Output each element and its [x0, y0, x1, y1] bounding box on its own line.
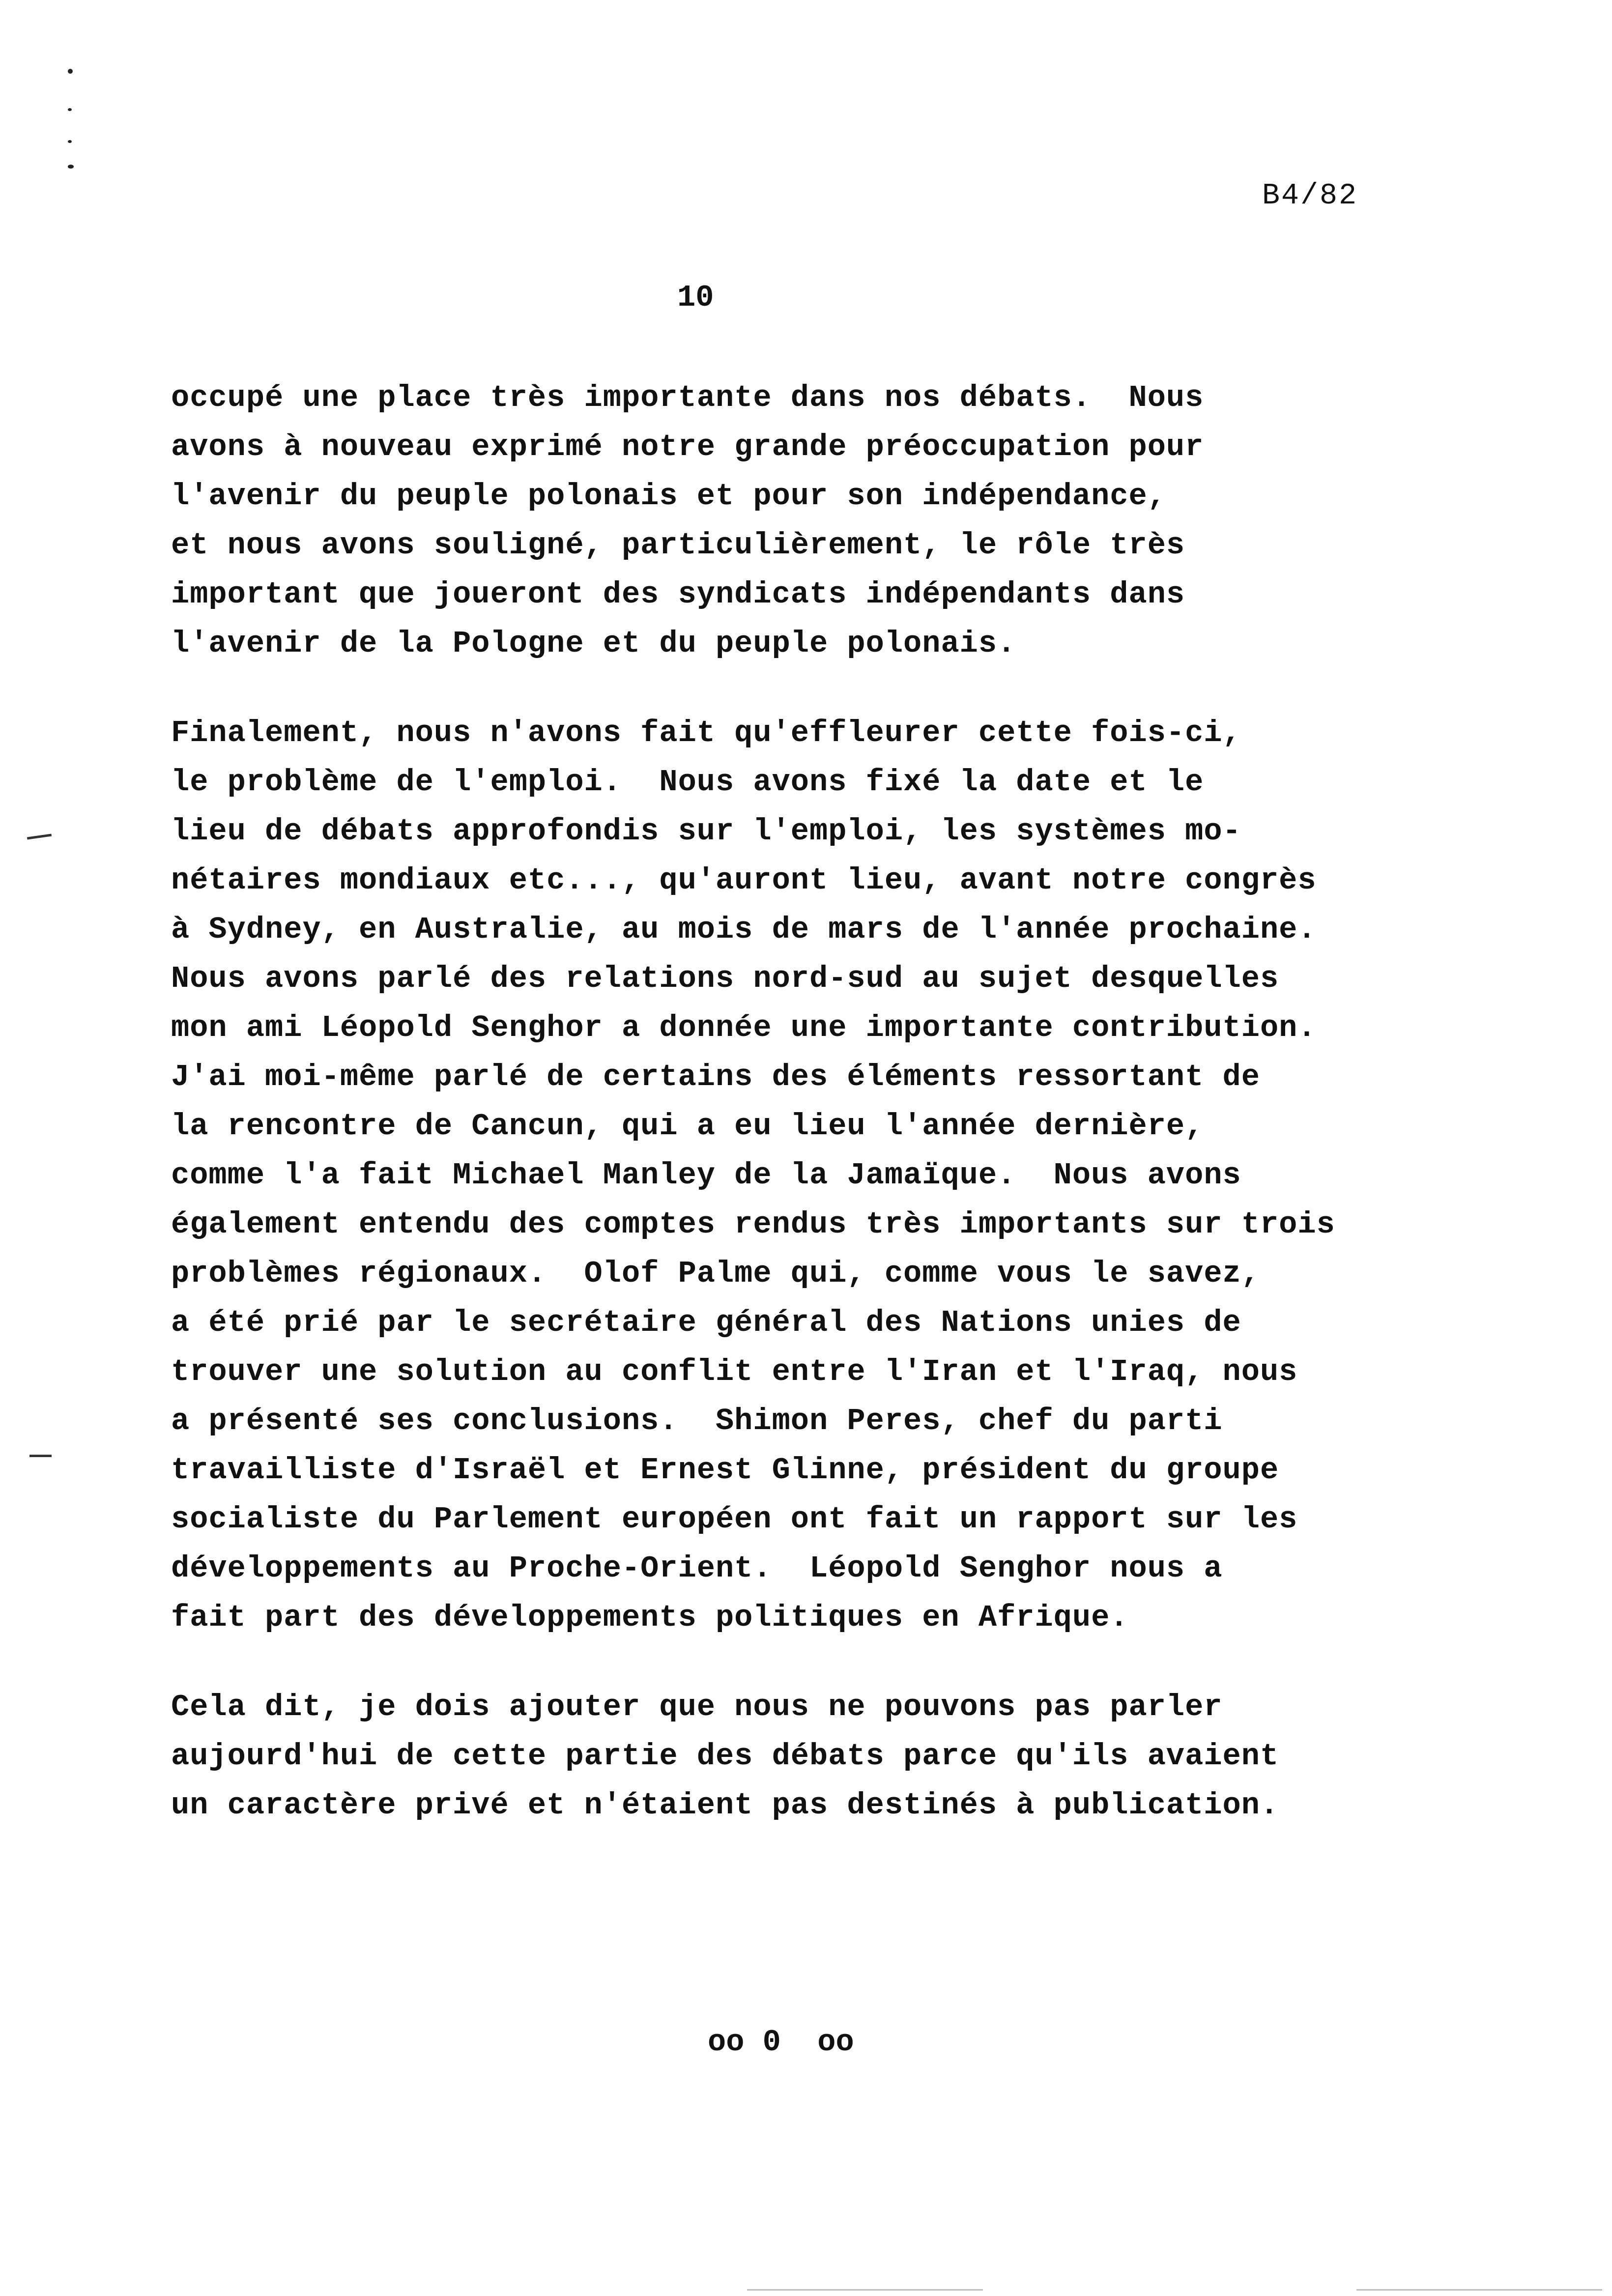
paragraph [171, 373, 1429, 668]
margin-speck [68, 140, 72, 143]
text-line: problèmes régionaux. Olof Palme qui, comme vous le savez, [171, 1256, 1260, 1291]
end-of-section-mark: oo 0 oo [708, 2025, 854, 2060]
text-line: à Sydney, en Australie, au mois de mars de l'année prochaine. [171, 912, 1317, 947]
text-line: important que joueront des syndicats indépendants dans [171, 577, 1185, 612]
text-line: comme l'a fait Michael Manley de la Jamaïque. Nous avons [171, 1158, 1241, 1193]
text-line: un caractère privé et n'étaient pas destinés à publication. [171, 1788, 1279, 1823]
text-line: occupé une place très importante dans nos débats. Nous [171, 380, 1204, 415]
margin-speck [68, 165, 74, 169]
scan-edge-line [747, 2289, 983, 2291]
text-line: travailliste d'Israël et Ernest Glinne, président du groupe [171, 1453, 1279, 1488]
document-reference: B4/82 [1262, 179, 1358, 213]
text-line: Finalement, nous n'avons fait qu'effleurer cette fois-ci, [171, 716, 1241, 750]
text-line: avons à nouveau exprimé notre grande préoccupation pour [171, 430, 1204, 464]
text-line: socialiste du Parlement européen ont fait un rapport sur les [171, 1502, 1298, 1537]
paragraph [171, 1683, 1429, 1830]
text-line: et nous avons souligné, particulièrement, le rôle très [171, 528, 1185, 563]
text-line: mon ami Léopold Senghor a donnée une importante contribution. [171, 1010, 1317, 1045]
text-line: trouver une solution au conflit entre l'Iran et l'Iraq, nous [171, 1354, 1298, 1389]
text-line: nétaires mondiaux etc..., qu'auront lieu, avant notre congrès [171, 863, 1317, 898]
text-line: fait part des développements politiques en Afrique. [171, 1600, 1129, 1635]
text-line: développements au Proche-Orient. Léopold Senghor nous a [171, 1551, 1223, 1586]
margin-dash [29, 1455, 52, 1457]
text-line: Cela dit, je dois ajouter que nous ne pouvons pas parler [171, 1690, 1223, 1724]
margin-speck [68, 69, 73, 74]
text-line: également entendu des comptes rendus très importants sur trois [171, 1207, 1335, 1242]
text-line: aujourd'hui de cette partie des débats parce qu'ils avaient [171, 1739, 1279, 1774]
text-line: l'avenir de la Pologne et du peuple polonais. [171, 626, 1016, 661]
margin-dash [27, 834, 52, 840]
document-body [171, 373, 1429, 1870]
text-line: lieu de débats approfondis sur l'emploi, les systèmes mo- [171, 814, 1241, 849]
paragraph [171, 709, 1429, 1642]
text-line: a présenté ses conclusions. Shimon Peres, chef du parti [171, 1404, 1223, 1438]
text-line: le problème de l'emploi. Nous avons fixé la date et le [171, 765, 1204, 800]
margin-speck [68, 108, 72, 111]
scan-edge-line [1356, 2289, 1602, 2291]
page-number: 10 [677, 280, 714, 315]
text-line: J'ai moi-même parlé de certains des éléments ressortant de [171, 1060, 1260, 1094]
text-line: la rencontre de Cancun, qui a eu lieu l'année dernière, [171, 1109, 1204, 1144]
text-line: Nous avons parlé des relations nord-sud au sujet desquelles [171, 961, 1279, 996]
text-line: a été prié par le secrétaire général des Nations unies de [171, 1305, 1241, 1340]
text-line: l'avenir du peuple polonais et pour son indépendance, [171, 479, 1166, 514]
